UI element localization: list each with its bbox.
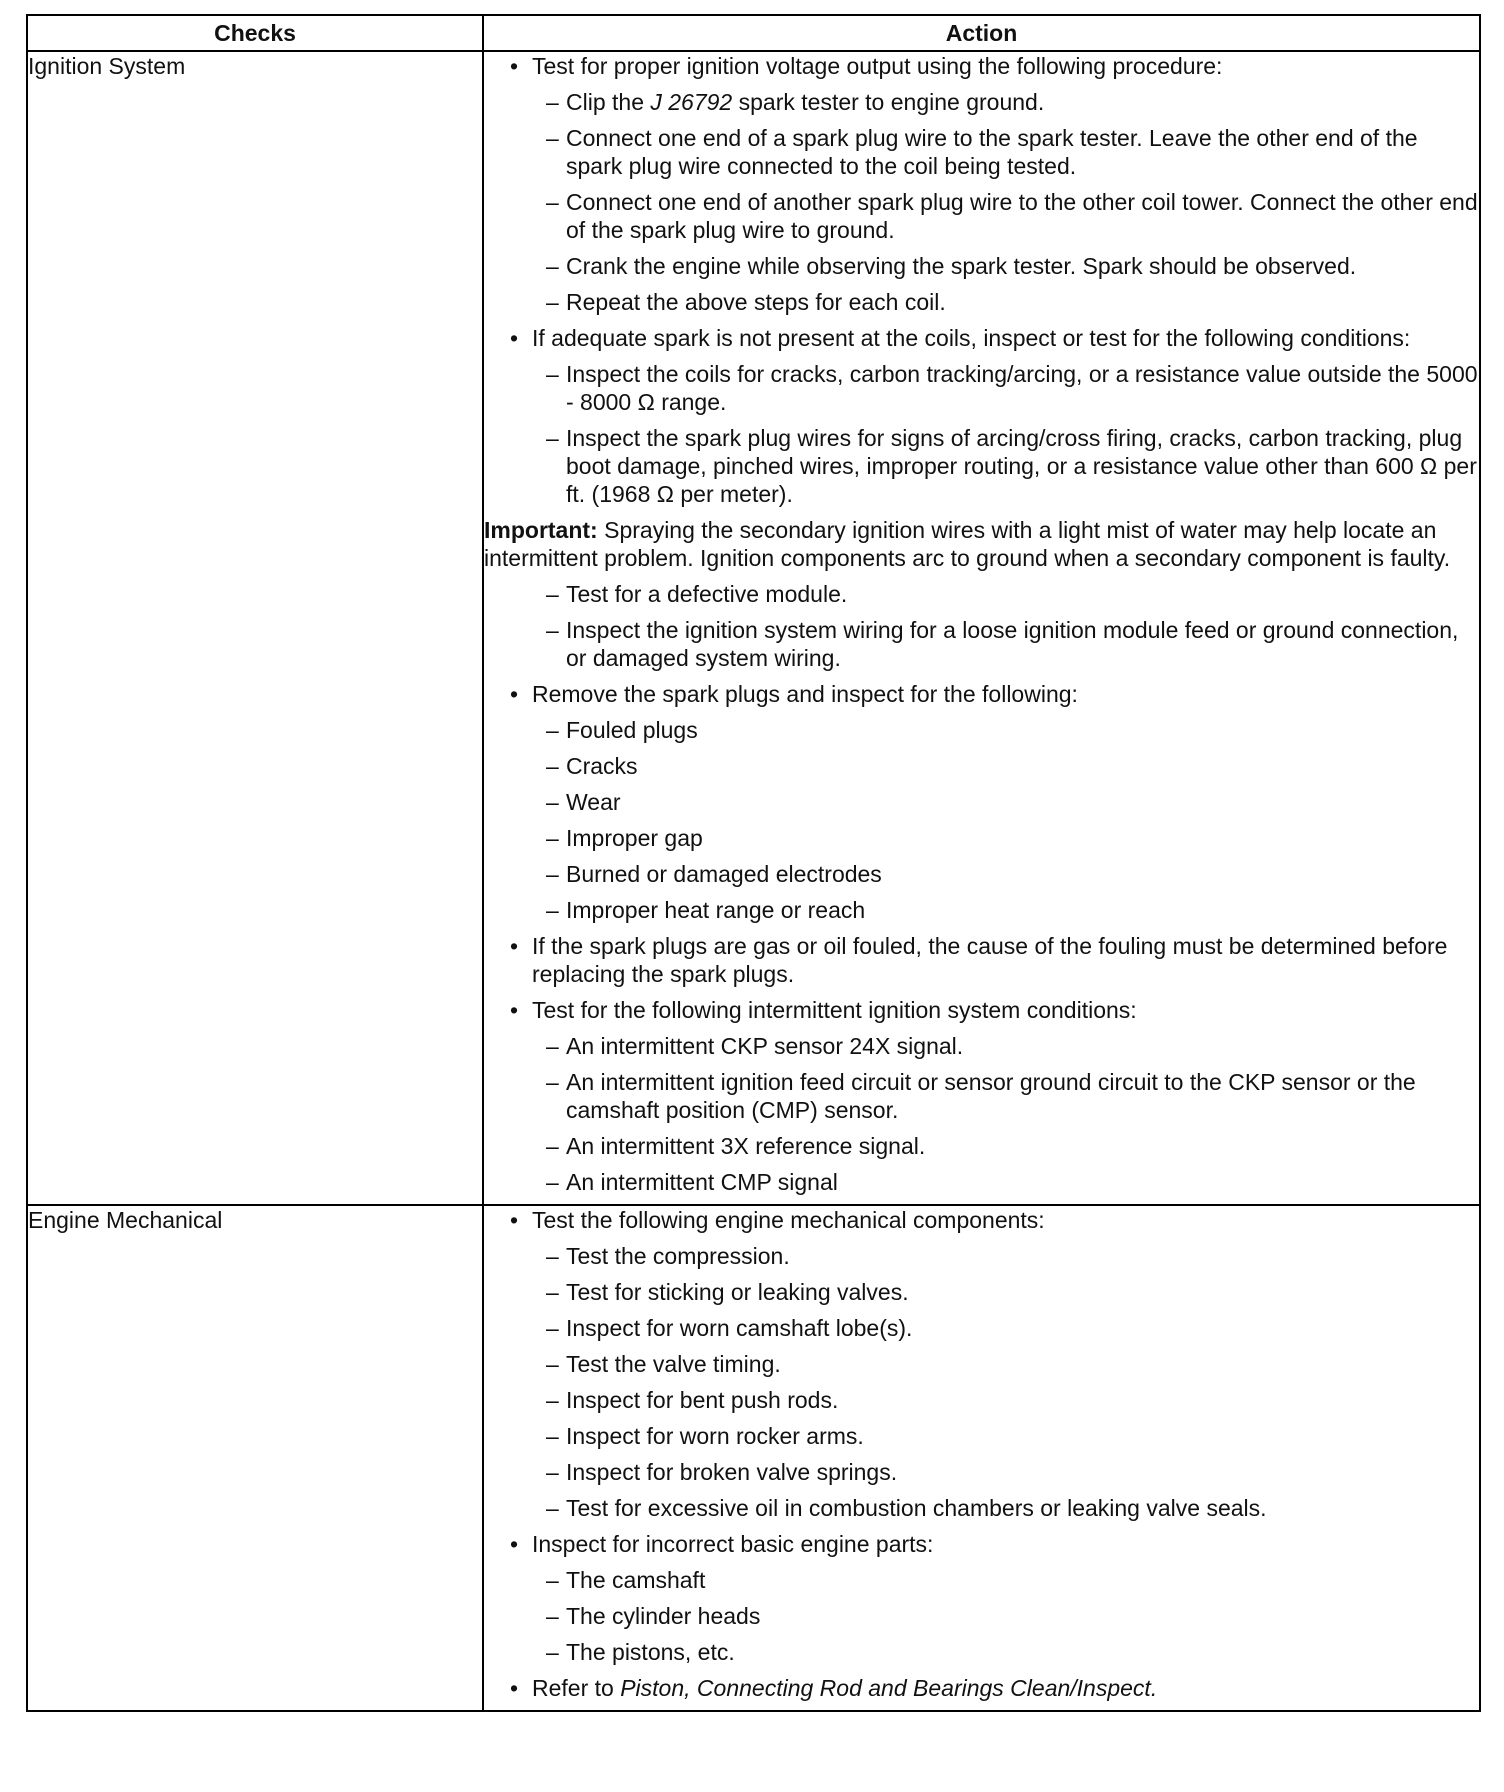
bullet-item	[484, 932, 1479, 988]
dash-icon: –	[546, 189, 559, 215]
item-text: Inspect for bent push rods.	[566, 1387, 839, 1413]
sub-item	[484, 616, 1479, 672]
dash-icon: –	[546, 1351, 559, 1377]
dash-icon: –	[546, 1603, 559, 1629]
table-row-engine-mechanical	[27, 1205, 1480, 1711]
sub-item	[484, 1168, 1479, 1196]
bullet-icon: •	[510, 53, 519, 79]
dash-icon: –	[546, 1423, 559, 1449]
sub-item	[484, 88, 1479, 116]
item-text: Test for the following intermittent ignition system conditions:	[532, 997, 1137, 1023]
sub-item	[484, 360, 1479, 416]
sub-item	[484, 1032, 1479, 1060]
dash-icon: –	[546, 825, 559, 851]
table-header-row	[27, 15, 1480, 51]
bullet-item	[484, 996, 1479, 1024]
dash-icon: –	[546, 581, 559, 607]
sub-item	[484, 1458, 1479, 1486]
action-cell	[483, 51, 1480, 1205]
item-text: Refer to	[532, 1675, 621, 1701]
sub-item	[484, 860, 1479, 888]
item-text: Improper gap	[566, 825, 703, 851]
dash-icon: –	[546, 1639, 559, 1665]
important-label: Important:	[484, 517, 598, 543]
dash-icon: –	[546, 1243, 559, 1269]
sub-item	[484, 252, 1479, 280]
item-text: Inspect for incorrect basic engine parts:	[532, 1531, 934, 1557]
bullet-item	[484, 1206, 1479, 1234]
dash-icon: –	[546, 897, 559, 923]
bullet-icon: •	[510, 1531, 519, 1557]
sub-item	[484, 824, 1479, 852]
bullet-icon: •	[510, 681, 519, 707]
item-text: Cracks	[566, 753, 638, 779]
item-text: Test for a defective module.	[566, 581, 848, 607]
sub-item	[484, 1422, 1479, 1450]
dash-icon: –	[546, 1169, 559, 1195]
dash-icon: –	[546, 753, 559, 779]
checks-action-table	[26, 14, 1481, 1712]
sub-item	[484, 288, 1479, 316]
sub-item	[484, 1278, 1479, 1306]
item-text: Inspect for worn rocker arms.	[566, 1423, 864, 1449]
item-text: Test for excessive oil in combustion chambers or leaking valve seals.	[566, 1495, 1267, 1521]
item-text: Test the following engine mechanical components:	[532, 1207, 1045, 1233]
dash-icon: –	[546, 1495, 559, 1521]
dash-icon: –	[546, 1459, 559, 1485]
bullet-item	[484, 1530, 1479, 1558]
sub-item	[484, 1494, 1479, 1522]
sub-item	[484, 716, 1479, 744]
item-text: If the spark plugs are gas or oil fouled, the cause of the fouling must be determined before replacing the spark plugs.	[532, 933, 1448, 987]
dash-icon: –	[546, 1279, 559, 1305]
sub-item	[484, 1350, 1479, 1378]
dash-icon: –	[546, 861, 559, 887]
sub-item	[484, 580, 1479, 608]
item-text: Crank the engine while observing the spark tester. Spark should be observed.	[566, 253, 1357, 279]
item-text: Connect one end of a spark plug wire to the spark tester. Leave the other end of the spark plug wire connected to the coil being tested.	[566, 125, 1418, 179]
sub-item	[484, 1242, 1479, 1270]
dash-icon: –	[546, 1069, 559, 1095]
important-text: Spraying the secondary ignition wires with a light mist of water may help locate an intermittent problem. Ignition components arc to ground when a secondary component is faulty.	[484, 517, 1451, 571]
item-text: Wear	[566, 789, 621, 815]
item-text: Test for sticking or leaking valves.	[566, 1279, 909, 1305]
item-text: Fouled plugs	[566, 717, 698, 743]
dash-icon: –	[546, 253, 559, 279]
sub-item	[484, 788, 1479, 816]
check-cell: Ignition System	[27, 51, 483, 1205]
item-text: An intermittent ignition feed circuit or sensor ground circuit to the CKP sensor or the camshaft position (CMP) sensor.	[566, 1069, 1416, 1123]
item-text: Improper heat range or reach	[566, 897, 866, 923]
dash-icon: –	[546, 1315, 559, 1341]
sub-item	[484, 424, 1479, 508]
dash-icon: –	[546, 361, 559, 387]
item-text: Connect one end of another spark plug wire to the other coil tower. Connect the other end of the spark plug wire to ground.	[566, 189, 1478, 243]
item-text: Burned or damaged electrodes	[566, 861, 882, 887]
sub-item	[484, 1132, 1479, 1160]
sub-item	[484, 1386, 1479, 1414]
item-text: Test for proper ignition voltage output using the following procedure:	[532, 53, 1223, 79]
sub-item	[484, 1314, 1479, 1342]
bullet-item	[484, 680, 1479, 708]
dash-icon: –	[546, 125, 559, 151]
header-checks: Checks	[27, 15, 483, 51]
dash-icon: –	[546, 789, 559, 815]
item-text: Inspect the ignition system wiring for a loose ignition module feed or ground connection, or damaged system wiring.	[566, 617, 1459, 671]
sub-item	[484, 752, 1479, 780]
sub-item	[484, 896, 1479, 924]
item-text: Remove the spark plugs and inspect for the following:	[532, 681, 1078, 707]
item-text: Repeat the above steps for each coil.	[566, 289, 946, 315]
check-cell: Engine Mechanical	[27, 1205, 483, 1711]
item-text: An intermittent 3X reference signal.	[566, 1133, 926, 1159]
dash-icon: –	[546, 1387, 559, 1413]
item-reference: J 26792	[650, 89, 733, 115]
action-cell	[483, 1205, 1480, 1711]
bullet-icon: •	[510, 997, 519, 1023]
item-text: Test the valve timing.	[566, 1351, 781, 1377]
dash-icon: –	[546, 1133, 559, 1159]
bullet-icon: •	[510, 1675, 519, 1701]
item-text: Inspect the spark plug wires for signs of arcing/cross firing, cracks, carbon tracking, plug boot damage, pinched wires, improper routing, or a resistance value other than 600 Ω per ft. (1968 Ω per meter).	[566, 425, 1477, 507]
bullet-icon: •	[510, 933, 519, 959]
item-text: Inspect for worn camshaft lobe(s).	[566, 1315, 913, 1341]
bullet-icon: •	[510, 325, 519, 351]
dash-icon: –	[546, 1033, 559, 1059]
item-text: The pistons, etc.	[566, 1639, 735, 1665]
sub-item	[484, 1068, 1479, 1124]
dash-icon: –	[546, 289, 559, 315]
bullet-icon: •	[510, 1207, 519, 1233]
dash-icon: –	[546, 617, 559, 643]
item-text: The cylinder heads	[566, 1603, 761, 1629]
item-text: The camshaft	[566, 1567, 706, 1593]
important-note	[484, 516, 1479, 572]
dash-icon: –	[546, 717, 559, 743]
item-reference: Piston, Connecting Rod and Bearings Clean/Inspect.	[620, 1675, 1158, 1701]
sub-item	[484, 1638, 1479, 1666]
bullet-item	[484, 324, 1479, 352]
dash-icon: –	[546, 1567, 559, 1593]
sub-item	[484, 1602, 1479, 1630]
item-text: Clip the	[566, 89, 651, 115]
table-row-ignition-system	[27, 51, 1480, 1205]
item-text: Inspect for broken valve springs.	[566, 1459, 898, 1485]
bullet-item	[484, 1674, 1479, 1702]
dash-icon: –	[546, 425, 559, 451]
item-text: If adequate spark is not present at the coils, inspect or test for the following conditions:	[532, 325, 1411, 351]
item-text: spark tester to engine ground.	[732, 89, 1045, 115]
item-text: Test the compression.	[566, 1243, 790, 1269]
sub-item	[484, 1566, 1479, 1594]
header-action: Action	[483, 15, 1480, 51]
table-body	[27, 51, 1480, 1711]
sub-item	[484, 188, 1479, 244]
dash-icon: –	[546, 89, 559, 115]
item-text: An intermittent CKP sensor 24X signal.	[566, 1033, 964, 1059]
bullet-item	[484, 52, 1479, 80]
item-text: Inspect the coils for cracks, carbon tracking/arcing, or a resistance value outside the 5000 - 8000 Ω range.	[566, 361, 1478, 415]
item-text: An intermittent CMP signal	[566, 1169, 838, 1195]
sub-item	[484, 124, 1479, 180]
